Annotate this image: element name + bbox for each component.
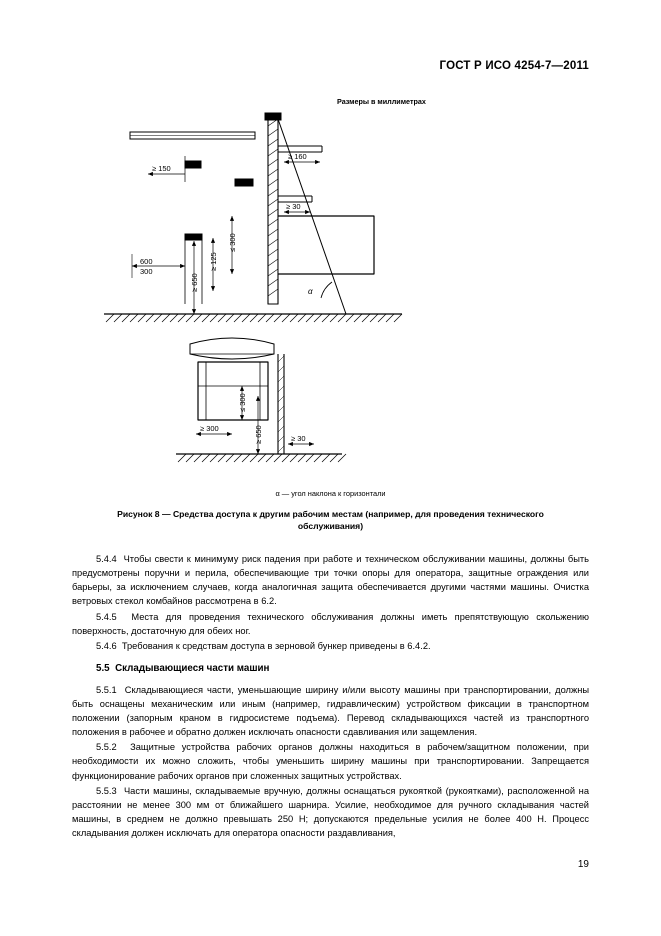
svg-text:300: 300 (140, 267, 153, 276)
paragraph-text-5-4-4: Чтобы свести к минимуму риск падения при работе и техническом обслуживании машины, должны быть предусмотрены поручни и перила, обеспечивающие три точки опоры для оператора, защитные ограждения или барьеры, за исключением случаев, когда аналогичная защита обеспечивается другими частями машины. Очистка ветровых стекол комбайнов рассмотрена в 6.2. (72, 554, 590, 607)
page-header-standard-number: ГОСТ Р ИСО 4254-7—2011 (439, 60, 589, 72)
svg-text:α: α (308, 287, 313, 296)
svg-text:≥ 30: ≥ 30 (286, 202, 301, 211)
paragraph-number-5-5-3: 5.5.3 (96, 785, 117, 796)
paragraph-number-5-4-5: 5.4.5 (96, 611, 117, 622)
paragraph-5-4-6 (72, 639, 589, 653)
page-number: 19 (577, 859, 589, 870)
figure-8-drawing (72, 86, 589, 516)
paragraph-text-5-5-2: Защитные устройства рабочих органов должны находиться в рабочем/защитном положении, при необходимости их можно сложить, чтобы уменьшить ширину машины при транспортировании. Запрещается функционирование рабочих органов при сложенных защитных устройствах. (72, 742, 589, 781)
paragraph-text-5-4-6: Требования к средствам доступа в зерновой бункер приведены в 6.4.2. (121, 640, 431, 651)
svg-text:≥ 30: ≥ 30 (291, 434, 306, 443)
svg-text:≥ 125: ≥ 125 (209, 252, 218, 271)
svg-text:≥ 650: ≥ 650 (190, 273, 199, 292)
svg-text:Размеры в миллиметрах: Размеры в миллиметрах (337, 97, 426, 106)
svg-text:≥ 300: ≥ 300 (200, 424, 219, 433)
figure-caption-line-2: обслуживания) (297, 521, 364, 532)
section-heading-5-5 (72, 662, 589, 677)
svg-text:≥ 650: ≥ 650 (254, 425, 263, 444)
svg-text:≥ 160: ≥ 160 (288, 152, 307, 161)
paragraph-text-5-4-5: Места для проведения технического обслуживания должны иметь препятствующую скольжению поверхность, достаточную для обеих ног. (72, 611, 589, 636)
svg-text:≥ 150: ≥ 150 (152, 164, 171, 173)
paragraph-text-5-5-1: Складывающиеся части, уменьшающие ширину и/или высоту машины при транспортировании, должны быть оснащены механическим или иным (например, гидравлическим) устройством фиксации в транспортном положении (запорным краном в гидросистеме подъема). Перевод складывающихся частей из транспортного положения в рабочее и обратно должен исключать опасности сдавливания или защемления. (72, 684, 590, 738)
paragraph-number-5-4-6: 5.4.6 (96, 640, 117, 651)
svg-text:600: 600 (140, 257, 153, 266)
paragraph-number-5-5-1: 5.5.1 (96, 684, 117, 695)
paragraph-5-4-4 (72, 552, 589, 609)
svg-text:≤ 300: ≤ 300 (228, 233, 237, 252)
paragraph-number-5-5-2: 5.5.2 (96, 742, 117, 753)
figure-caption (72, 508, 589, 533)
paragraph-number-5-4-4: 5.4.4 (96, 554, 117, 564)
paragraph-5-5-1 (72, 683, 589, 740)
section-heading-title: Складывающиеся части машин (115, 662, 270, 674)
paragraph-5-5-3 (72, 784, 589, 841)
section-heading-number: 5.5 (96, 662, 110, 674)
paragraph-5-4-5 (72, 610, 589, 638)
svg-text:≤ 300: ≤ 300 (238, 393, 247, 412)
figure-caption-line-1: Рисунок 8 — Средства доступа к другим рабочим местам (например, для проведения технического (117, 509, 544, 519)
paragraph-5-5-2 (72, 740, 589, 782)
figure-svg (72, 86, 589, 516)
figure-angle-note: α — угол наклона к горизонтали (275, 489, 386, 498)
body-text (72, 552, 589, 841)
paragraph-text-5-5-3: Части машины, складываемые вручную, должны оснащаться рукояткой (рукоятками), расположенной на расстоянии не менее 300 мм от ближайшего шарнира. Усилие, необходимое для ручного складывания частей машины, в среднем не должно превышать 250 Н; допускаются предельные усилия не более 400 Н. Процесс складывания должен исключать для оператора опасности раздавливания, (72, 785, 589, 839)
